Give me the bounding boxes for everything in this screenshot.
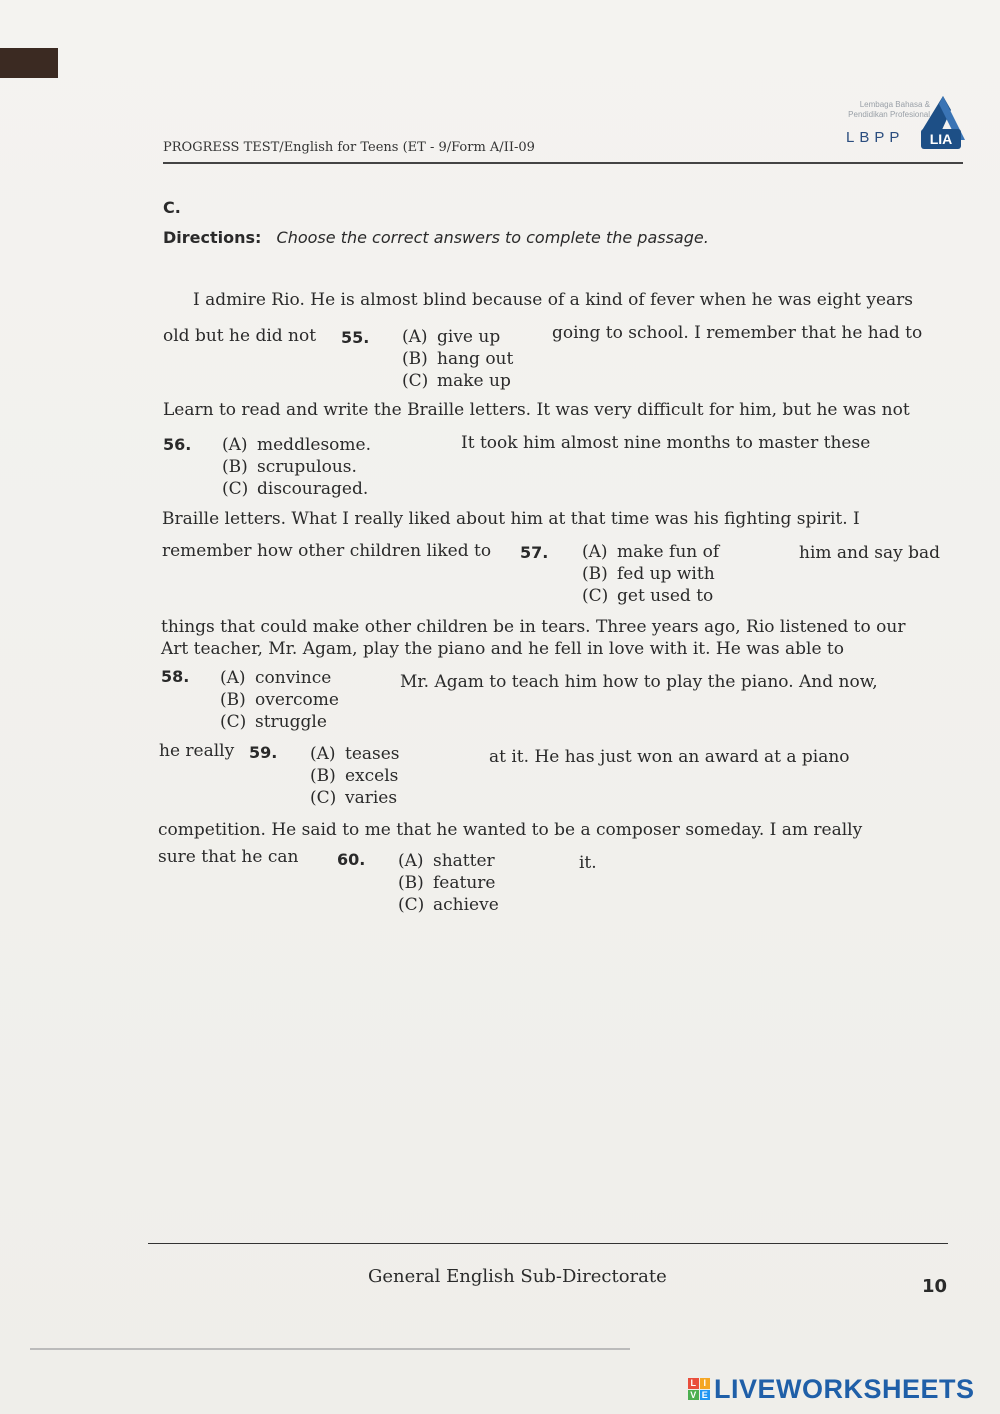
passage-line-7: things that could make other children be in tears. Three years ago, Rio listened to our bbox=[161, 617, 906, 637]
passage-line-10a: he really bbox=[159, 741, 235, 761]
brand-icon-letter-i: I bbox=[700, 1378, 711, 1389]
question-57-option-b[interactable] bbox=[582, 563, 719, 585]
scan-edge-line bbox=[30, 1348, 630, 1350]
brand-icon-letter-l: L bbox=[688, 1378, 699, 1389]
question-59-option-b[interactable] bbox=[310, 765, 400, 787]
passage-line-2a: old but he did not bbox=[163, 326, 317, 346]
passage-line-8: Art teacher, Mr. Agam, play the piano and he fell in love with it. He was able to bbox=[161, 639, 844, 659]
question-59-options bbox=[310, 743, 400, 809]
option-text: achieve bbox=[433, 895, 499, 915]
option-text: struggle bbox=[255, 712, 327, 732]
question-60-options bbox=[398, 850, 499, 916]
question-56-option-c[interactable] bbox=[222, 478, 371, 500]
option-text: meddlesome. bbox=[257, 435, 371, 455]
question-57-number: 57. bbox=[520, 543, 549, 562]
option-text: give up bbox=[437, 327, 501, 347]
directions-text: Choose the correct answers to complete the passage. bbox=[276, 228, 709, 247]
question-56-number: 56. bbox=[163, 435, 192, 454]
option-letter: (B) bbox=[402, 349, 428, 369]
option-letter: (C) bbox=[220, 712, 247, 732]
question-59-option-c[interactable] bbox=[310, 787, 400, 809]
header-divider bbox=[163, 162, 963, 164]
option-text: shatter bbox=[433, 851, 495, 871]
passage-line-6a: remember how other children liked to bbox=[162, 541, 492, 561]
option-letter: (A) bbox=[402, 327, 428, 347]
passage-line-12a: sure that he can bbox=[158, 847, 299, 867]
option-letter: (C) bbox=[402, 371, 429, 391]
option-text: varies bbox=[345, 788, 398, 808]
option-text: convince bbox=[255, 668, 332, 688]
option-letter: (C) bbox=[222, 479, 249, 499]
question-57-options bbox=[582, 541, 719, 607]
question-60-option-b[interactable] bbox=[398, 872, 499, 894]
passage-line-9b: Mr. Agam to teach him how to play the piano. And now, bbox=[400, 672, 878, 692]
option-letter: (A) bbox=[220, 668, 246, 688]
option-letter: (A) bbox=[582, 542, 608, 562]
passage-line-10b: at it. He has just won an award at a piano bbox=[489, 747, 850, 767]
passage-line-5: Braille letters. What I really liked about him at that time was his fighting spirit. I bbox=[162, 509, 860, 529]
binder-tab-mark bbox=[0, 48, 58, 78]
option-text: hang out bbox=[437, 349, 514, 369]
question-58-option-a[interactable] bbox=[220, 667, 339, 689]
option-text: get used to bbox=[617, 586, 714, 606]
option-letter: (B) bbox=[582, 564, 608, 584]
option-letter: (B) bbox=[220, 690, 246, 710]
question-55-options bbox=[402, 326, 513, 392]
logo-lia-badge: LIA bbox=[921, 129, 961, 149]
liveworksheets-icon bbox=[688, 1378, 710, 1400]
passage-line-3: Learn to read and write the Braille letters. It was very difficult for him, but he was not bbox=[163, 400, 910, 420]
test-header: PROGRESS TEST/English for Teens (ET - 9/Form A/II-09 bbox=[163, 140, 535, 155]
question-58-option-c[interactable] bbox=[220, 711, 339, 733]
question-56-option-b[interactable] bbox=[222, 456, 371, 478]
option-letter: (A) bbox=[222, 435, 248, 455]
question-56-options bbox=[222, 434, 371, 500]
option-letter: (B) bbox=[398, 873, 424, 893]
option-text: feature bbox=[433, 873, 496, 893]
question-55-option-b[interactable] bbox=[402, 348, 513, 370]
option-letter: (C) bbox=[310, 788, 337, 808]
option-text: excels bbox=[345, 766, 399, 786]
option-letter: (A) bbox=[310, 744, 336, 764]
page-number: 10 bbox=[922, 1276, 948, 1297]
option-letter: (B) bbox=[310, 766, 336, 786]
question-57-option-a[interactable] bbox=[582, 541, 719, 563]
option-text: discouraged. bbox=[257, 479, 369, 499]
passage-line-4b: It took him almost nine months to master these bbox=[461, 433, 871, 453]
option-letter: (A) bbox=[398, 851, 424, 871]
logo-subtitle-line-2: Pendidikan Profesional bbox=[848, 110, 930, 119]
question-56-option-a[interactable] bbox=[222, 434, 371, 456]
passage-line-11: competition. He said to me that he wanted to be a composer someday. I am really bbox=[158, 820, 863, 840]
directions bbox=[163, 228, 709, 247]
passage-line-2b: going to school. I remember that he had to bbox=[552, 323, 923, 343]
liveworksheets-wordmark: LIVEWORKSHEETS bbox=[714, 1373, 975, 1404]
passage-line-6b: him and say bad bbox=[799, 543, 941, 563]
question-60-option-a[interactable] bbox=[398, 850, 499, 872]
option-letter: (C) bbox=[398, 895, 425, 915]
question-57-option-c[interactable] bbox=[582, 585, 719, 607]
option-letter: (C) bbox=[582, 586, 609, 606]
passage-line-12b: it. bbox=[579, 853, 597, 873]
option-letter: (B) bbox=[222, 457, 248, 477]
question-55-option-a[interactable] bbox=[402, 326, 513, 348]
question-59-number: 59. bbox=[249, 743, 278, 762]
directions-label: Directions: bbox=[163, 228, 262, 247]
passage-line-1: I admire Rio. He is almost blind because of a kind of fever when he was eight years bbox=[193, 290, 914, 310]
question-58-options bbox=[220, 667, 339, 733]
logo-subtitle-line-1: Lembaga Bahasa & bbox=[859, 100, 930, 109]
liveworksheets-brand[interactable] bbox=[688, 1374, 975, 1404]
footer-divider bbox=[148, 1243, 948, 1244]
option-text: overcome bbox=[255, 690, 339, 710]
option-text: make fun of bbox=[617, 542, 720, 562]
footer-text: General English Sub-Directorate bbox=[368, 1266, 667, 1287]
option-text: scrupulous. bbox=[257, 457, 357, 477]
brand-icon-letter-v: V bbox=[688, 1390, 699, 1401]
question-59-option-a[interactable] bbox=[310, 743, 400, 765]
option-text: make up bbox=[437, 371, 511, 391]
logo-lbpp-text: LBPP bbox=[846, 129, 905, 146]
option-text: teases bbox=[345, 744, 400, 764]
question-60-option-c[interactable] bbox=[398, 894, 499, 916]
question-55-number: 55. bbox=[341, 328, 370, 347]
question-60-number: 60. bbox=[337, 850, 366, 869]
question-55-option-c[interactable] bbox=[402, 370, 513, 392]
question-58-number: 58. bbox=[161, 667, 190, 686]
question-58-option-b[interactable] bbox=[220, 689, 339, 711]
option-text: fed up with bbox=[617, 564, 715, 584]
section-label: C. bbox=[163, 198, 181, 217]
lbpp-lia-logo bbox=[800, 92, 968, 162]
brand-icon-letter-e: E bbox=[700, 1390, 711, 1401]
